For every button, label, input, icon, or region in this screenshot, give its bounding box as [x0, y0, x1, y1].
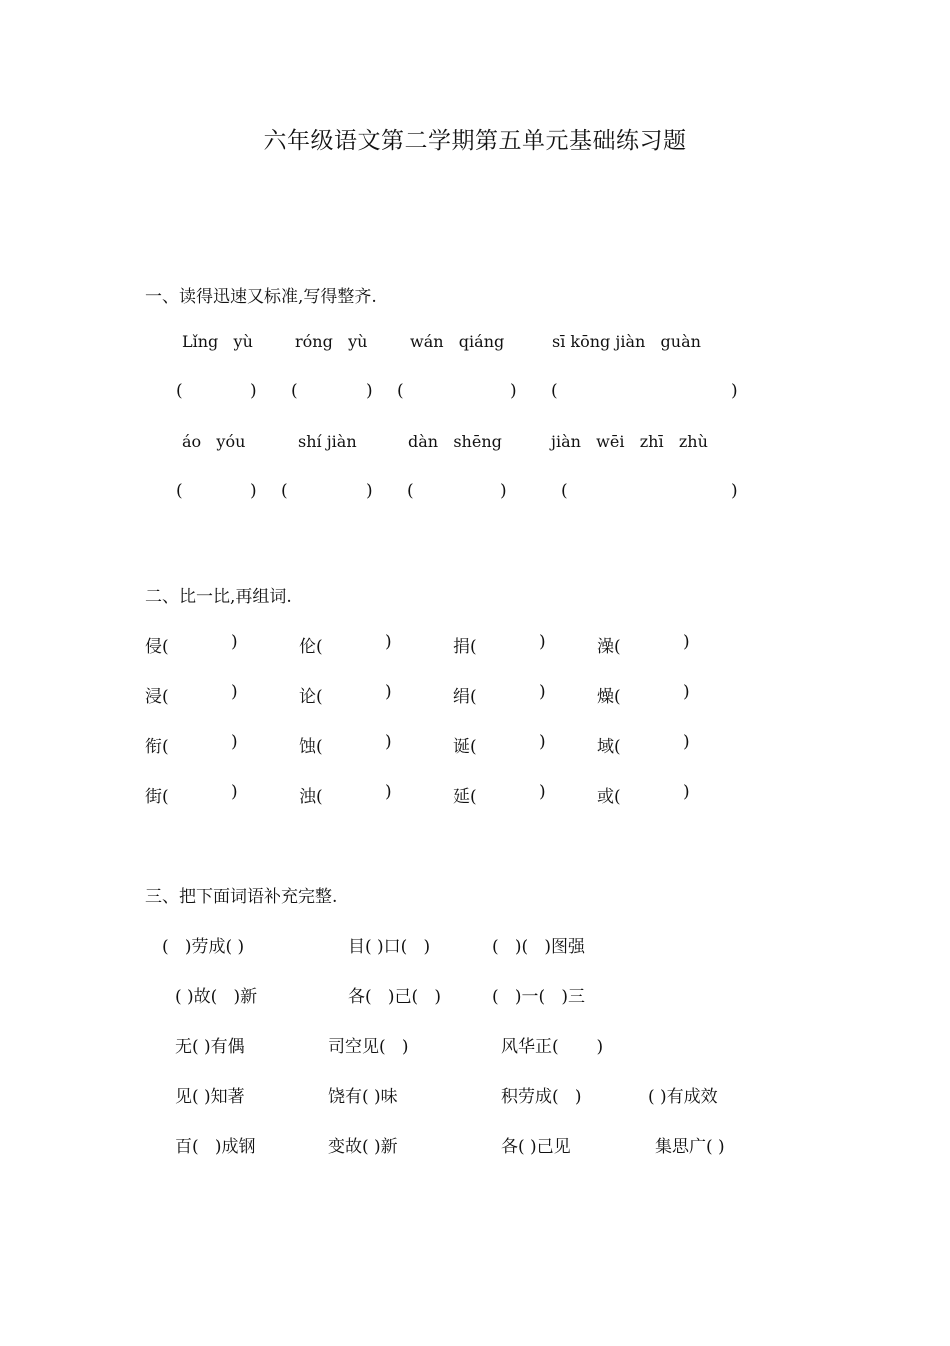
idiom-item: 见( )知著 — [175, 1087, 245, 1107]
idiom-item: ( )劳成( ) — [162, 937, 245, 957]
pinyin-shijian: shí jiàn — [298, 432, 357, 451]
answer-blank-open: ( — [176, 381, 183, 401]
compare-char: 捐( — [453, 637, 477, 657]
answer-blank-open: ( — [291, 381, 298, 401]
compare-close: ) — [385, 632, 392, 652]
idiom-item: 饶有( )味 — [328, 1087, 398, 1107]
answer-blank-close: ) — [510, 381, 517, 401]
compare-char: 论( — [299, 687, 323, 707]
compare-char: 澡( — [597, 637, 621, 657]
pinyin-rongyu: róng yù — [295, 332, 368, 351]
answer-blank-open: ( — [551, 381, 558, 401]
compare-close: ) — [231, 732, 238, 752]
idiom-item: 集思广( ) — [655, 1137, 725, 1157]
answer-blank-close: ) — [366, 381, 373, 401]
answer-blank-open: ( — [281, 481, 288, 501]
compare-char: 域( — [597, 737, 621, 757]
compare-close: ) — [683, 632, 690, 652]
compare-close: ) — [231, 632, 238, 652]
idiom-item: 无( )有偶 — [175, 1037, 245, 1057]
compare-close: ) — [231, 782, 238, 802]
answer-blank-close: ) — [250, 481, 257, 501]
compare-char: 蚀( — [299, 737, 323, 757]
idiom-item: 积劳成( ) — [501, 1087, 582, 1107]
pinyin-aoyou: áo yóu — [182, 432, 246, 451]
answer-blank-close: ) — [366, 481, 373, 501]
answer-blank-close: ) — [250, 381, 257, 401]
idiom-item: ( )故( )新 — [175, 987, 258, 1007]
idiom-item: 司空见( ) — [328, 1037, 409, 1057]
idiom-item: 各( )己( ) — [348, 987, 441, 1007]
answer-blank-close: ) — [500, 481, 507, 501]
pinyin-dansheng: dàn shēng — [408, 432, 502, 451]
section2-heading: 二、比一比,再组词. — [145, 587, 292, 607]
pinyin-jianweizhizhu: jiàn wēi zhī zhù — [551, 432, 708, 451]
idiom-item: 目( )口( ) — [348, 937, 431, 957]
answer-blank-close: ) — [731, 381, 738, 401]
pinyin-lingyu: Lǐng yù — [182, 332, 253, 351]
compare-char: 燥( — [597, 687, 621, 707]
compare-char: 或( — [597, 787, 621, 807]
idiom-item: ( )( )图强 — [492, 937, 585, 957]
compare-close: ) — [539, 682, 546, 702]
pinyin-wanqiang: wán qiáng — [410, 332, 505, 351]
compare-char: 浊( — [299, 787, 323, 807]
pinyin-sikongjianguan: sī kōng jiàn guàn — [552, 332, 701, 351]
compare-char: 绢( — [453, 687, 477, 707]
answer-blank-open: ( — [176, 481, 183, 501]
answer-blank-open: ( — [397, 381, 404, 401]
compare-char: 伦( — [299, 637, 323, 657]
answer-blank-close: ) — [731, 481, 738, 501]
compare-close: ) — [539, 732, 546, 752]
idiom-item: 风华正( ) — [501, 1037, 604, 1057]
page-title: 六年级语文第二学期第五单元基础练习题 — [263, 128, 687, 154]
compare-close: ) — [539, 632, 546, 652]
idiom-item: ( )一( )三 — [492, 987, 585, 1007]
idiom-item: 百( )成钢 — [175, 1137, 256, 1157]
compare-char: 诞( — [453, 737, 477, 757]
compare-close: ) — [385, 732, 392, 752]
compare-close: ) — [385, 682, 392, 702]
compare-char: 街( — [145, 787, 169, 807]
answer-blank-open: ( — [561, 481, 568, 501]
section1-heading: 一、读得迅速又标准,写得整齐. — [145, 287, 377, 307]
compare-char: 延( — [453, 787, 477, 807]
compare-close: ) — [231, 682, 238, 702]
compare-close: ) — [683, 682, 690, 702]
idiom-item: 各( )己见 — [501, 1137, 571, 1157]
answer-blank-open: ( — [407, 481, 414, 501]
section3-heading: 三、把下面词语补充完整. — [145, 887, 338, 907]
idiom-item: 变故( )新 — [328, 1137, 398, 1157]
compare-close: ) — [683, 782, 690, 802]
compare-close: ) — [385, 782, 392, 802]
compare-close: ) — [539, 782, 546, 802]
compare-char: 侵( — [145, 637, 169, 657]
compare-close: ) — [683, 732, 690, 752]
compare-char: 衔( — [145, 737, 169, 757]
compare-char: 浸( — [145, 687, 169, 707]
idiom-item: ( )有成效 — [648, 1087, 718, 1107]
